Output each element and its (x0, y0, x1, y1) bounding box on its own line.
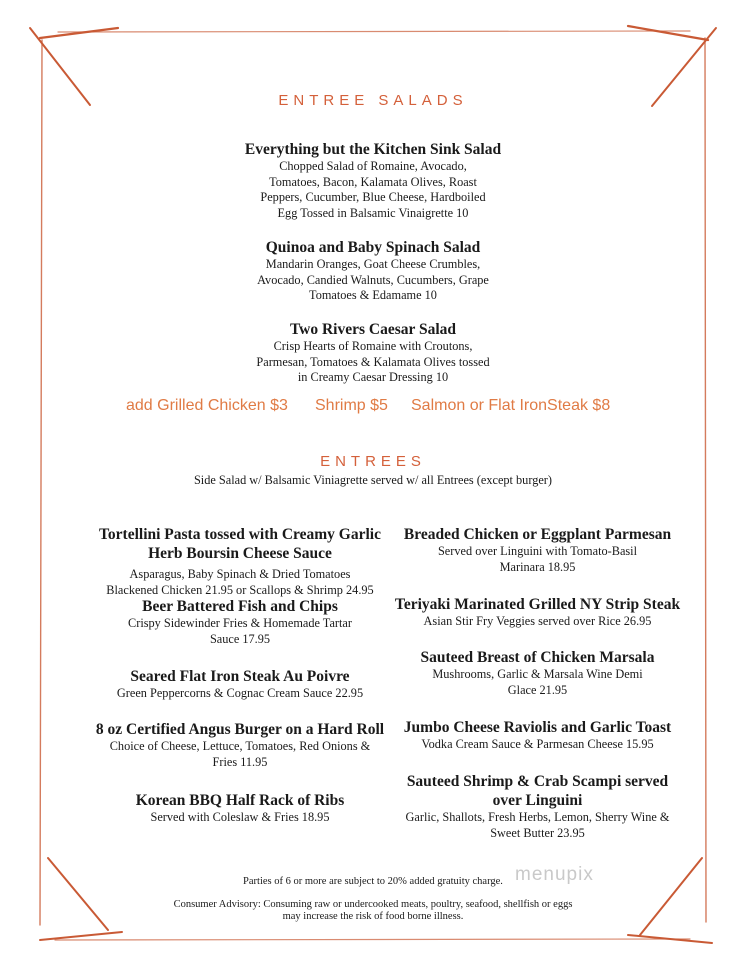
salad-description-line: in Creamy Caesar Dressing 10 (297, 370, 449, 384)
gratuity-note: Parties of 6 or more are subject to 20% added gratuity charge. (243, 876, 503, 887)
entree-item (385, 772, 690, 841)
entree-description-line: Choice of Cheese, Lettuce, Tomatoes, Red Onions & (109, 739, 371, 753)
entree-item (85, 720, 395, 770)
salad-name: Two Rivers Caesar Salad (289, 321, 457, 338)
entree-item (85, 597, 395, 647)
entree-description-line: Sweet Butter 23.95 (490, 825, 585, 840)
salad-item (193, 140, 553, 221)
entree-description-line: Sauce 17.95 (209, 631, 271, 646)
entree-description-line: Green Peppercorns & Cognac Cream Sauce 22.95 (116, 686, 364, 700)
entrees-subtitle: Side Salad w/ Balsamic Viniagrette served w/ all Entrees (except burger) (193, 473, 553, 487)
entree-item (385, 718, 690, 753)
entree-description-line: Mushrooms, Garlic & Marsala Wine Demi (432, 667, 643, 681)
entree-name: 8 oz Certified Angus Burger on a Hard Roll (95, 721, 385, 738)
entree-description-line: Served with Coleslaw & Fries 18.95 (150, 810, 330, 824)
salad-description-line: Peppers, Cucumber, Blue Cheese, Hardboiled (260, 190, 486, 204)
addon-chicken: add Grilled Chicken $3 (126, 397, 288, 414)
entree-name: Beer Battered Fish and Chips (142, 598, 338, 615)
entree-description-line: Served over Linguini with Tomato-Basil (437, 544, 638, 558)
entree-description-line: Vodka Cream Sauce & Parmesan Cheese 15.95 (421, 737, 654, 751)
salad-item (193, 320, 553, 386)
advisory-line: may increase the risk of food borne illness. (282, 911, 464, 922)
entree-description-line: Fries 11.95 (212, 754, 268, 769)
entree-name: Breaded Chicken or Eggplant Parmesan (403, 526, 672, 543)
entree-name: Jumbo Cheese Raviolis and Garlic Toast (403, 719, 672, 736)
entree-salads-heading: ENTREE SALADS (278, 92, 468, 109)
entrees-heading: ENTREES (320, 453, 426, 470)
entree-item (385, 525, 690, 575)
entree-name: over Linguini (492, 792, 583, 809)
entree-item (385, 648, 690, 698)
salad-description-line: Tomatoes & Edamame 10 (309, 288, 437, 302)
salad-description-line: Avocado, Candied Walnuts, Cucumbers, Grape (257, 272, 489, 287)
salad-description-line: Egg Tossed in Balsamic Vinaigrette 10 (277, 205, 469, 220)
advisory-line: Consumer Advisory: Consuming raw or undercooked meats, poultry, seafood, shellfish or eggs (173, 899, 573, 910)
entree-name: Teriyaki Marinated Grilled NY Strip Steak (394, 596, 681, 613)
entree-description-line: Blackened Chicken 21.95 or Scallops & Shrimp 24.95 (106, 582, 374, 597)
salad-description-line: Crisp Hearts of Romaine with Croutons, (273, 339, 473, 353)
entree-name: Korean BBQ Half Rack of Ribs (135, 792, 345, 809)
entree-description-line: Garlic, Shallots, Fresh Herbs, Lemon, Sherry Wine & (405, 810, 670, 824)
salad-name: Everything but the Kitchen Sink Salad (244, 141, 502, 158)
salad-item (193, 238, 553, 304)
salad-name: Quinoa and Baby Spinach Salad (265, 239, 481, 256)
entree-description-line: Marinara 18.95 (499, 559, 576, 574)
entree-name: Sauteed Breast of Chicken Marsala (420, 649, 655, 666)
entree-item (85, 525, 395, 598)
addon-salmon-steak: Salmon or Flat IronSteak $8 (411, 397, 611, 414)
entree-description-line: Asian Stir Fry Veggies served over Rice 26.95 (423, 614, 652, 628)
entree-description-line: Asparagus, Baby Spinach & Dried Tomatoes (129, 567, 351, 581)
entree-description-line: Crispy Sidewinder Fries & Homemade Tartar (128, 616, 352, 630)
salad-description-line: Chopped Salad of Romaine, Avocado, (279, 159, 467, 173)
entree-item (385, 595, 690, 630)
menupix-watermark: menupix (515, 864, 594, 885)
entree-name: Herb Boursin Cheese Sauce (148, 545, 332, 562)
entree-item (85, 791, 395, 826)
entree-name: Sauteed Shrimp & Crab Scampi served (406, 773, 669, 790)
entree-description-line: Glace 21.95 (507, 682, 568, 697)
addon-shrimp: Shrimp $5 (315, 397, 388, 414)
salad-description-line: Tomatoes, Bacon, Kalamata Olives, Roast (269, 174, 477, 189)
salad-description-line: Parmesan, Tomatoes & Kalamata Olives tossed (256, 354, 490, 369)
entree-name: Seared Flat Iron Steak Au Poivre (130, 668, 350, 685)
salad-description-line: Mandarin Oranges, Goat Cheese Crumbles, (265, 257, 481, 271)
entree-item (85, 667, 395, 702)
entree-name: Tortellini Pasta tossed with Creamy Garlic (99, 526, 381, 543)
consumer-advisory (0, 899, 746, 923)
